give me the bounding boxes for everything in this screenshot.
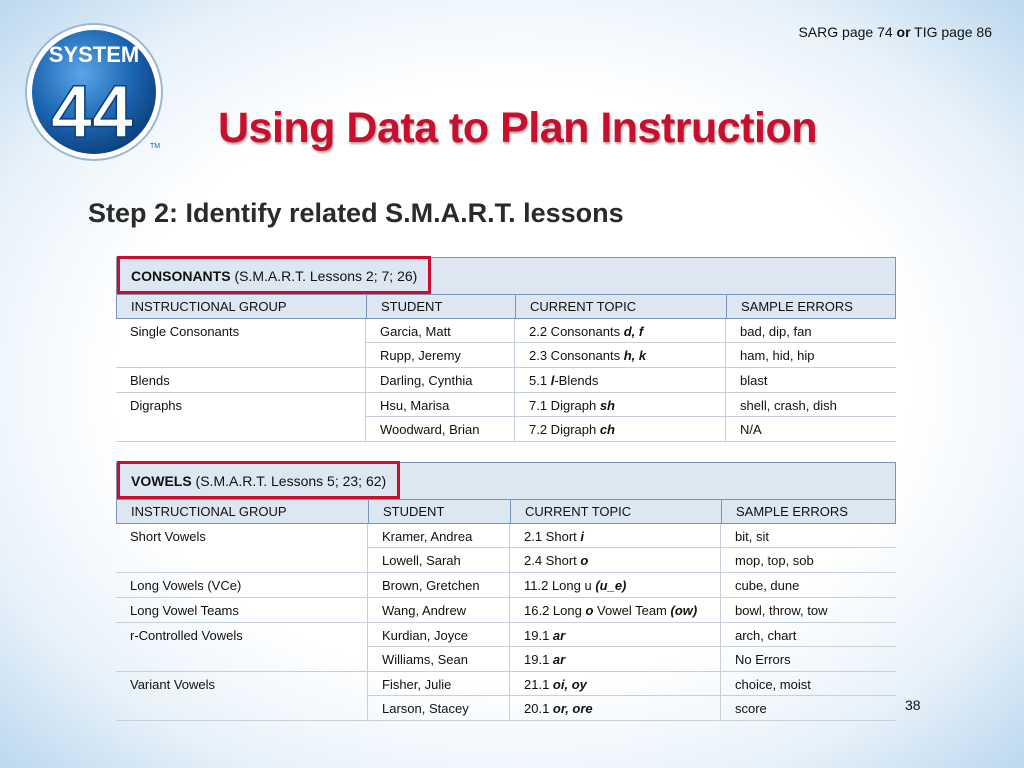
instructional-group-cell: Long Vowel Teams <box>116 598 368 622</box>
student-cell: Garcia, Matt <box>366 319 515 343</box>
student-cell: Hsu, Marisa <box>366 393 515 417</box>
current-topic-cell: 19.1 ar <box>510 647 721 671</box>
column-header: STUDENT <box>369 500 511 523</box>
table-row <box>116 368 896 393</box>
svg-text:44: 44 <box>50 70 134 153</box>
column-header: CURRENT TOPIC <box>516 295 727 318</box>
table-row <box>116 623 896 647</box>
table-row <box>116 696 896 721</box>
column-header: INSTRUCTIONAL GROUP <box>117 500 369 523</box>
consonants-table <box>116 257 896 442</box>
sample-errors-cell: No Errors <box>735 652 791 667</box>
system-44-logo <box>22 20 172 170</box>
consonants-table-header <box>116 257 896 294</box>
current-topic-cell: 11.2 Long u (u_e) <box>510 573 721 597</box>
student-cell: Kurdian, Joyce <box>368 623 510 647</box>
sample-errors-cell: bad, dip, fan <box>726 319 896 343</box>
current-topic-cell: 19.1 ar <box>510 623 721 647</box>
current-topic-cell: 2.3 Consonants h, k <box>515 343 726 367</box>
svg-text:SYSTEM: SYSTEM <box>48 42 140 67</box>
sample-errors-cell: N/A <box>740 422 762 437</box>
page-number: 38 <box>905 697 921 713</box>
instructional-group-cell: Digraphs <box>116 393 366 417</box>
instructional-group-cell: Blends <box>116 368 366 392</box>
sample-errors-cell: score <box>735 701 767 716</box>
instructional-group-cell <box>116 548 368 572</box>
instructional-group-cell: Short Vowels <box>116 524 368 548</box>
current-topic-cell: 21.1 oi, oy <box>510 672 721 696</box>
student-cell: Darling, Cynthia <box>366 368 515 392</box>
sample-errors-cell: cube, dune <box>735 578 800 593</box>
step-subtitle: Step 2: Identify related S.M.A.R.T. lessons <box>88 198 624 228</box>
current-topic-cell: 7.2 Digraph ch <box>515 417 726 441</box>
column-header: SAMPLE ERRORS <box>741 299 853 314</box>
student-cell: Kramer, Andrea <box>368 524 510 548</box>
current-topic-cell: 2.2 Consonants d, f <box>515 319 726 343</box>
sample-errors-cell: bowl, throw, tow <box>735 603 828 618</box>
current-topic-cell: 7.1 Digraph sh <box>515 393 726 417</box>
student-cell: Brown, Gretchen <box>368 573 510 597</box>
instructional-group-cell: Variant Vowels <box>116 672 368 696</box>
table-row <box>116 647 896 672</box>
table-row <box>116 393 896 417</box>
table-row <box>116 343 896 368</box>
sample-errors-cell: blast <box>740 373 768 388</box>
consonants-highlight-box: CONSONANTS (S.M.A.R.T. Lessons 2; 7; 26) <box>117 256 431 294</box>
instructional-group-cell <box>116 417 366 441</box>
sample-errors-cell: shell, crash, dish <box>726 393 896 417</box>
svg-text:TM: TM <box>150 143 161 150</box>
instructional-group-cell: Single Consonants <box>116 319 366 343</box>
column-header: CURRENT TOPIC <box>511 500 722 523</box>
student-cell: Rupp, Jeremy <box>366 343 515 367</box>
vowels-table-header <box>116 462 896 499</box>
table-row <box>116 548 896 573</box>
table-row <box>116 417 896 442</box>
vowels-highlight-box: VOWELS (S.M.A.R.T. Lessons 5; 23; 62) <box>117 461 400 499</box>
current-topic-cell: 2.4 Short o <box>510 548 721 572</box>
sample-errors-cell: mop, top, sob <box>735 553 814 568</box>
sample-errors-cell: choice, moist <box>721 672 896 696</box>
table-row <box>116 573 896 598</box>
page-title: Using Data to Plan Instruction <box>218 104 817 152</box>
sample-errors-cell: arch, chart <box>721 623 896 647</box>
student-cell: Lowell, Sarah <box>368 548 510 572</box>
instructional-group-cell: Long Vowels (VCe) <box>116 573 368 597</box>
current-topic-cell: 20.1 or, ore <box>510 696 721 720</box>
sample-errors-cell: bit, sit <box>721 524 896 548</box>
table-row <box>116 672 896 696</box>
instructional-group-cell <box>116 696 368 720</box>
student-cell: Fisher, Julie <box>368 672 510 696</box>
vowels-table <box>116 462 896 721</box>
table-row <box>116 598 896 623</box>
column-header: INSTRUCTIONAL GROUP <box>117 295 367 318</box>
column-header: STUDENT <box>367 295 516 318</box>
column-header: SAMPLE ERRORS <box>736 504 848 519</box>
consonants-column-headers <box>116 294 896 319</box>
student-cell: Wang, Andrew <box>368 598 510 622</box>
sample-errors-cell: ham, hid, hip <box>740 348 815 363</box>
instructional-group-cell <box>116 647 368 671</box>
student-cell: Larson, Stacey <box>368 696 510 720</box>
current-topic-cell: 5.1 l-Blends <box>515 368 726 392</box>
current-topic-cell: 2.1 Short i <box>510 524 721 548</box>
table-row <box>116 319 896 343</box>
student-cell: Woodward, Brian <box>366 417 515 441</box>
vowels-column-headers <box>116 499 896 524</box>
instructional-group-cell: r-Controlled Vowels <box>116 623 368 647</box>
current-topic-cell: 16.2 Long o Vowel Team (ow) <box>510 598 721 622</box>
student-cell: Williams, Sean <box>368 647 510 671</box>
page-reference: SARG page 74 or TIG page 86 <box>798 24 992 40</box>
table-row <box>116 524 896 548</box>
instructional-group-cell <box>116 343 366 367</box>
